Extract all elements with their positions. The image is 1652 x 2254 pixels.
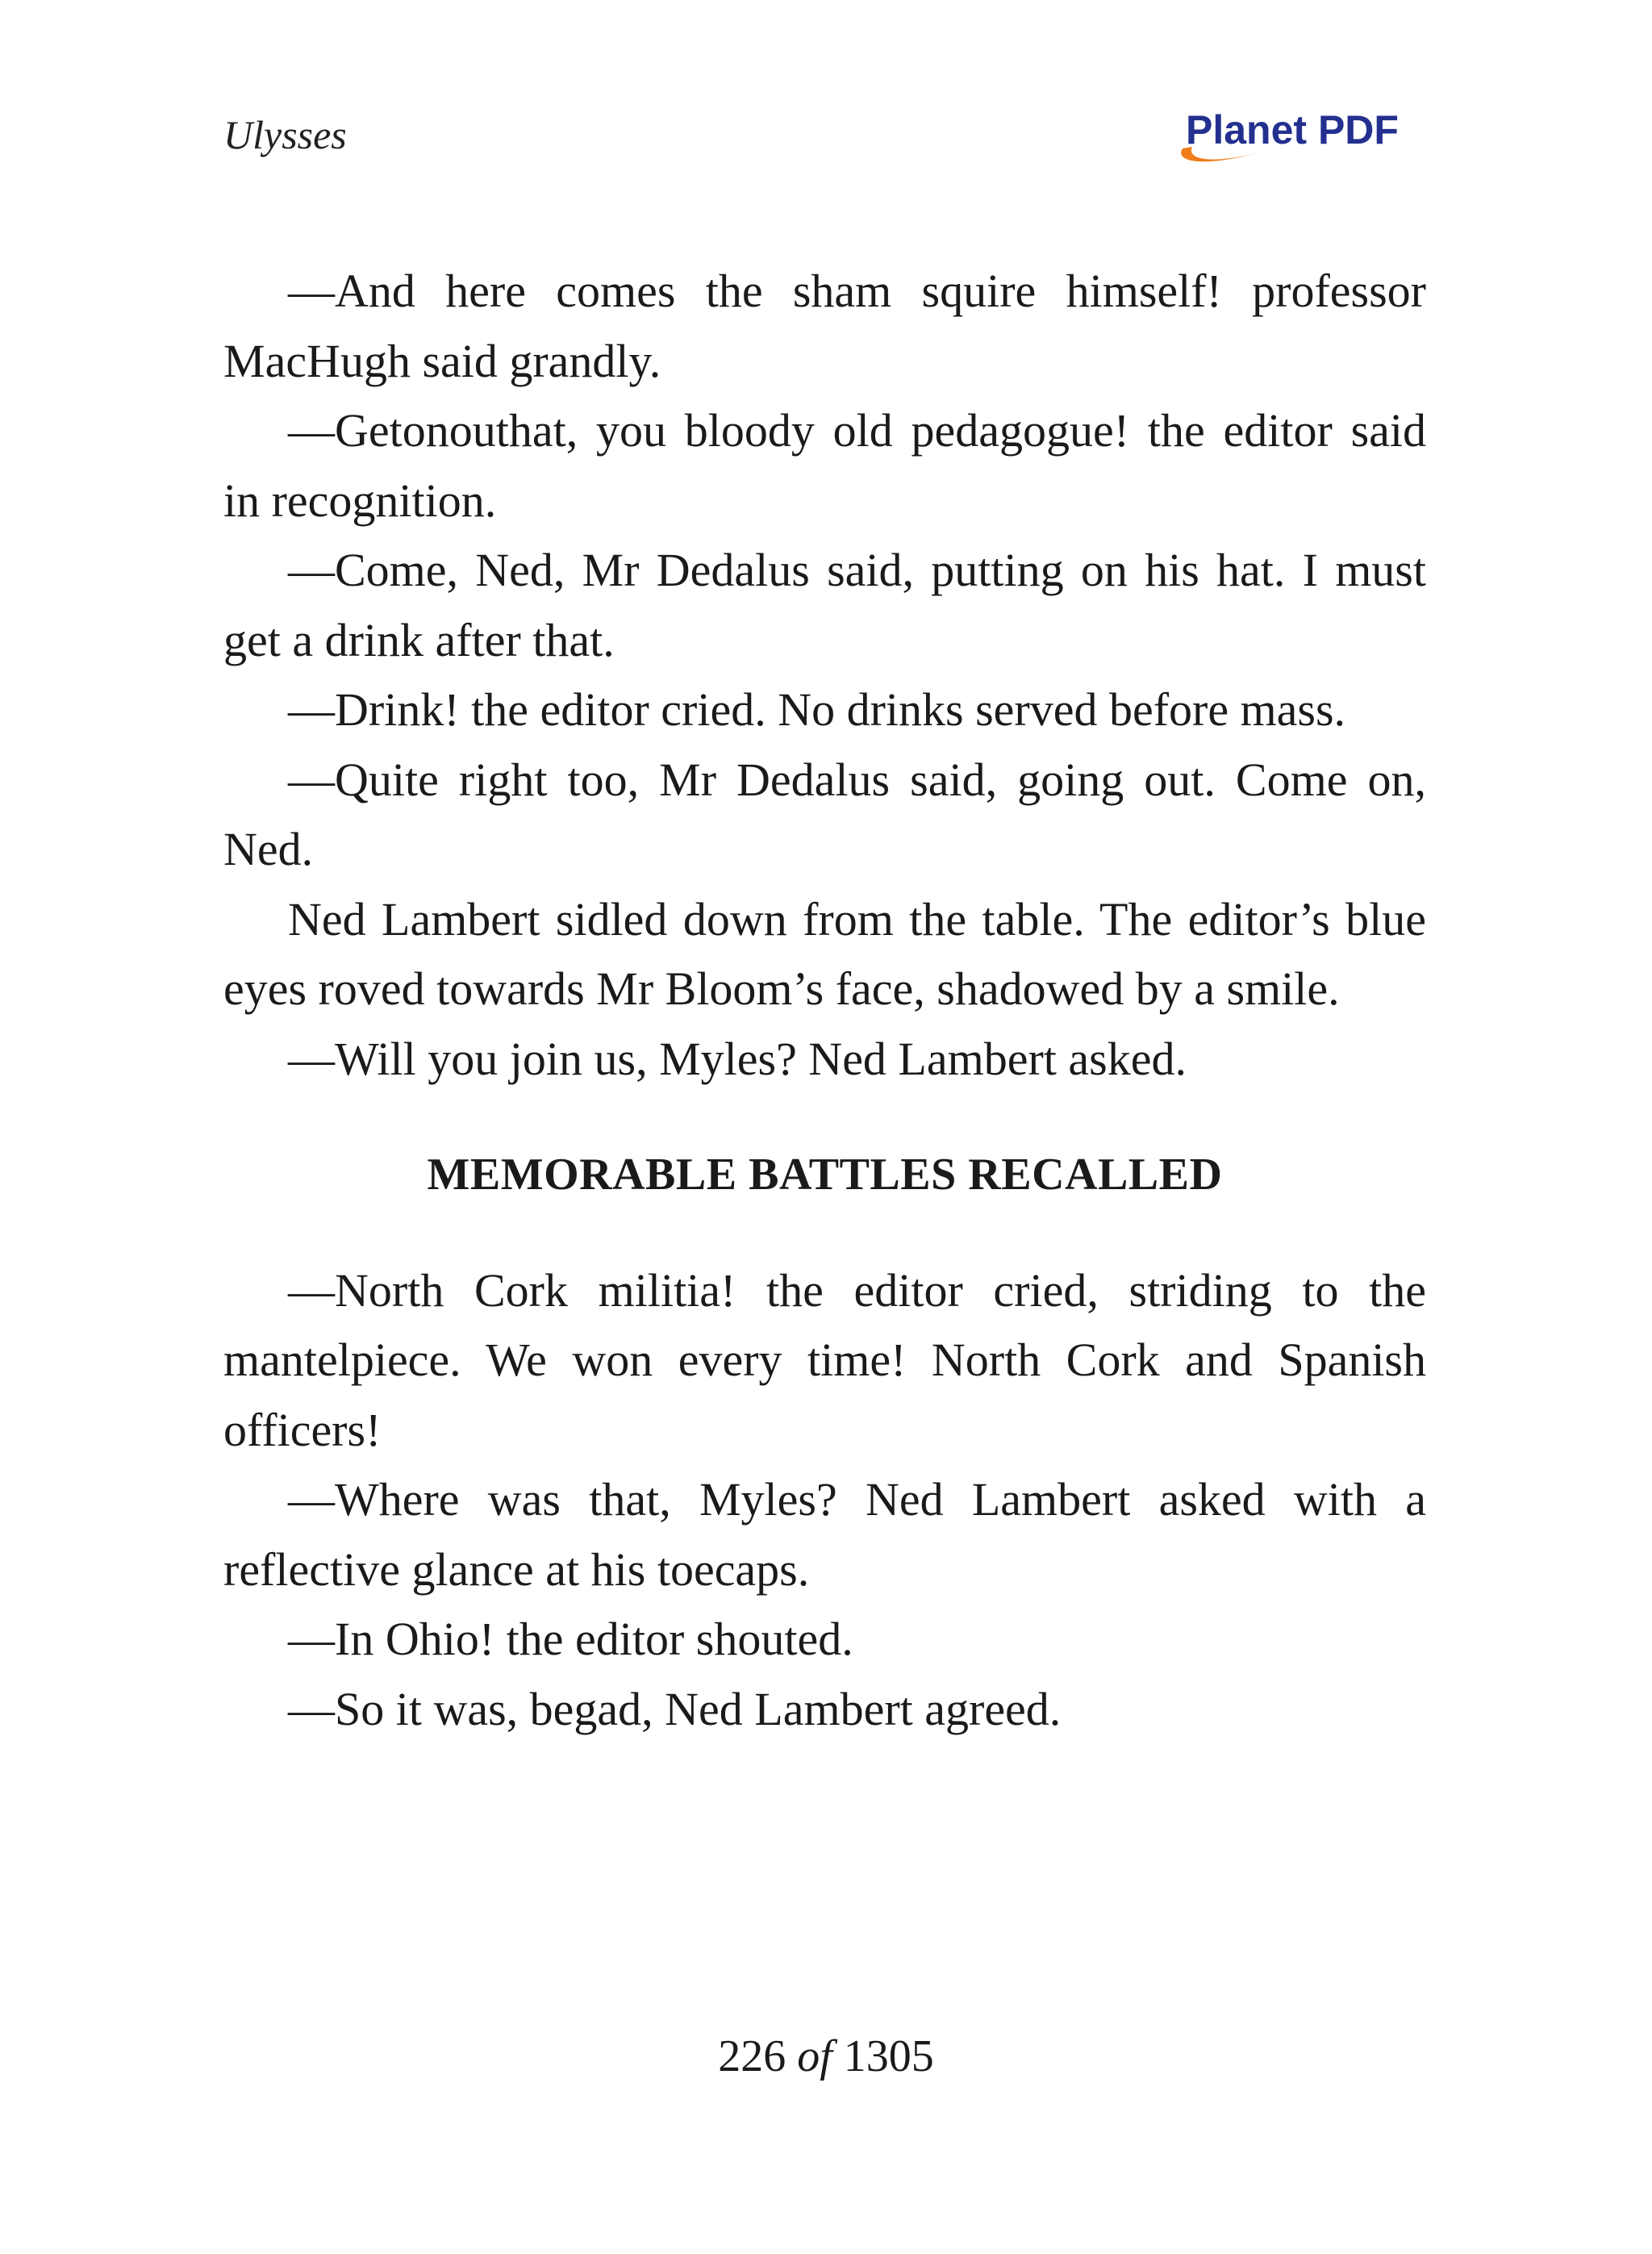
paragraph: —Where was that, Myles? Ned Lambert asked with a reflective glance at his toecaps.: [223, 1473, 1426, 1596]
page-body: [223, 257, 1426, 1744]
current-page: 226: [718, 2031, 786, 2081]
paragraph: —So it was, begad, Ned Lambert agreed.: [288, 1682, 1062, 1735]
running-title: Ulysses: [223, 112, 347, 157]
paragraph: —In Ohio! the editor shouted.: [288, 1613, 853, 1665]
page-number: [0, 2028, 1652, 2085]
planet-pdf-logo: [1168, 103, 1426, 168]
paragraph: Ned Lambert sidled down from the table. The editor’s blue eyes roved towards Mr Bloom’s face, shadowed by a smile.: [223, 892, 1426, 1015]
paragraph: —Will you join us, Myles? Ned Lambert asked.: [288, 1032, 1187, 1085]
logo-text: Planet PDF: [1186, 107, 1399, 152]
page-of-label: of: [797, 2031, 832, 2081]
paragraph: —North Cork militia! the editor cried, striding to the mantelpiece. We won every time! North Cork and Spanish officers!: [223, 1263, 1426, 1456]
paragraph: —Quite right too, Mr Dedalus said, going out. Come on, Ned.: [223, 753, 1426, 875]
total-pages: 1305: [843, 2031, 934, 2081]
paragraph: —And here comes the sham squire himself! professor MacHugh said grandly.: [223, 265, 1426, 387]
paragraph: —Drink! the editor cried. No drinks served before mass.: [288, 683, 1346, 736]
paragraph: —Getonouthat, you bloody old pedagogue! the editor said in recognition.: [223, 404, 1426, 527]
section-heading: MEMORABLE BATTLES RECALLED: [427, 1150, 1223, 1200]
paragraph: —Come, Ned, Mr Dedalus said, putting on his hat. I must get a drink after that.: [223, 544, 1426, 666]
